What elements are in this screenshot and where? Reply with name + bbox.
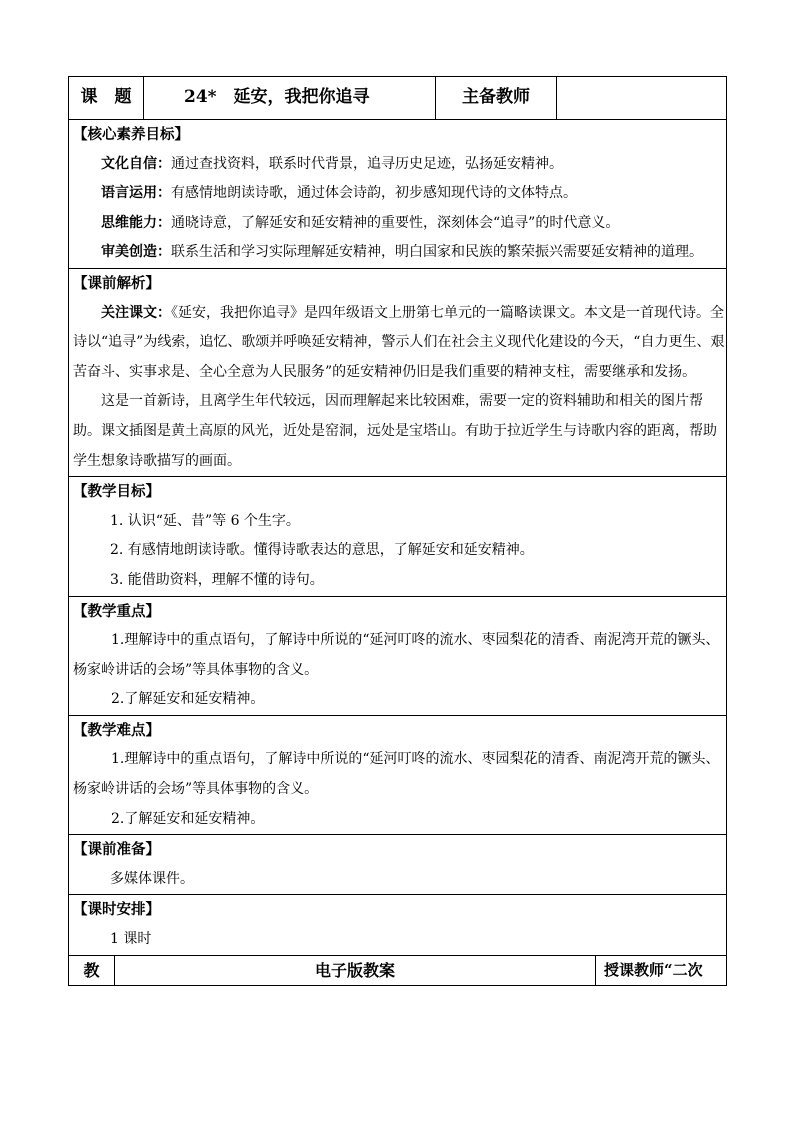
core-goal-text: 联系生活和学习实际理解延安精神，明白国家和民族的繁荣振兴需要延安精神的道理。 <box>171 244 703 261</box>
teacher-value <box>557 77 727 120</box>
core-goal-label: 思维能力： <box>101 214 171 231</box>
teacher-label: 主备教师 <box>436 77 557 120</box>
pre-analysis-label: 关注课文： <box>101 304 171 321</box>
core-goals-section <box>69 120 727 269</box>
core-goal-label: 文化自信： <box>101 155 171 172</box>
pre-analysis-text: 《延安，我把你追寻》是四年级语文上册第七单元的一篇略读课文。本文是一首现代诗。全诗以“追寻”为线索，追忆、歌颂并呼唤延安精神，警示人们在社会主义现代化建设的今天，“自力更生、艰苦奋斗、实事求是、全心全意为人民服务”的延安精神仍旧是我们重要的精神支柱，需要继承和发扬。 <box>73 304 725 380</box>
key-points-row <box>69 596 727 715</box>
difficulty-item: 1.理解诗中的重点语句，了解诗中所说的“延河叮咚的流水、枣园梨花的清香、南泥湾开荒的镢头、杨家岭讲话的会场”等具体事物的含义。 <box>73 751 720 798</box>
key-points-title: 【教学重点】 <box>73 602 160 620</box>
core-goal-text: 有感情地朗读诗歌，通过体会诗韵，初步感知现代诗的文体特点。 <box>171 185 577 202</box>
teaching-goals-title: 【教学目标】 <box>73 483 160 501</box>
course-title: 24* 延安，我把你追寻 <box>144 77 436 120</box>
course-label: 课 题 <box>69 77 144 120</box>
difficulties-row <box>69 715 727 834</box>
difficulty-item: 2.了解延安和延安精神。 <box>111 810 265 827</box>
core-goal-item <box>73 179 726 209</box>
core-goal-label: 语言运用： <box>101 185 171 202</box>
preparation-text: 多媒体课件。 <box>110 870 194 887</box>
footer-right: 授课教师“二次 <box>596 955 727 986</box>
core-goal-item <box>73 238 726 268</box>
teaching-goals-section <box>69 477 727 596</box>
difficulties-section <box>69 715 727 834</box>
core-goal-item <box>73 150 726 180</box>
header-row <box>69 77 727 120</box>
schedule-title: 【课时安排】 <box>73 901 160 919</box>
pre-analysis-section <box>69 268 727 476</box>
footer-table <box>68 955 727 987</box>
core-goals-title: 【核心素养目标】 <box>73 126 189 143</box>
teaching-goal-item: 1. 认识“延、昔”等 6 个生字。 <box>110 512 300 529</box>
core-goal-text: 通过查找资料，联系时代背景，追寻历史足迹，弘扬延安精神。 <box>171 155 563 172</box>
teaching-goals-row <box>69 477 727 596</box>
preparation-title: 【课前准备】 <box>73 841 160 859</box>
pre-analysis-title: 【课前解析】 <box>73 274 160 292</box>
teaching-goal-item: 2. 有感情地朗读诗歌。懂得诗歌表达的意思，了解延安和延安精神。 <box>110 542 534 559</box>
footer-row <box>69 955 727 986</box>
footer-center: 电子版教案 <box>115 955 596 986</box>
pre-analysis-para <box>73 299 726 388</box>
preparation-row <box>69 835 727 895</box>
schedule-text: 1 课时 <box>110 931 152 948</box>
core-goal-text: 通晓诗意，了解延安和延安精神的重要性，深刻体会“追寻”的时代意义。 <box>171 214 620 231</box>
lesson-plan-table <box>68 76 727 956</box>
schedule-row <box>69 895 727 955</box>
pre-analysis-row <box>69 268 727 476</box>
footer-left: 教 <box>69 955 115 986</box>
core-goal-label: 审美创造： <box>101 244 171 261</box>
difficulties-title: 【教学难点】 <box>73 721 160 739</box>
teaching-goal-item: 3. 能借助资料，理解不懂的诗句。 <box>110 571 324 588</box>
schedule-section <box>69 895 727 955</box>
key-point-item: 1.理解诗中的重点语句，了解诗中所说的“延河叮咚的流水、枣园梨花的清香、南泥湾开荒的镢头、杨家岭讲话的会场”等具体事物的含义。 <box>73 632 720 678</box>
core-goals-row <box>69 120 727 269</box>
lesson-plan-page <box>68 76 726 986</box>
preparation-section <box>69 835 727 895</box>
key-point-item: 2.了解延安和延安精神。 <box>111 691 265 708</box>
core-goal-item <box>73 209 726 239</box>
pre-analysis-para: 这是一首新诗，且离学生年代较远，因而理解起来比较困难，需要一定的资料辅助和相关的图片帮助。课文插图是黄土高原的风光，近处是窑洞，远处是宝塔山。有助于拉近学生与诗歌内容的距离，帮助学生想象诗歌描写的画面。 <box>73 393 717 469</box>
key-points-section <box>69 596 727 715</box>
